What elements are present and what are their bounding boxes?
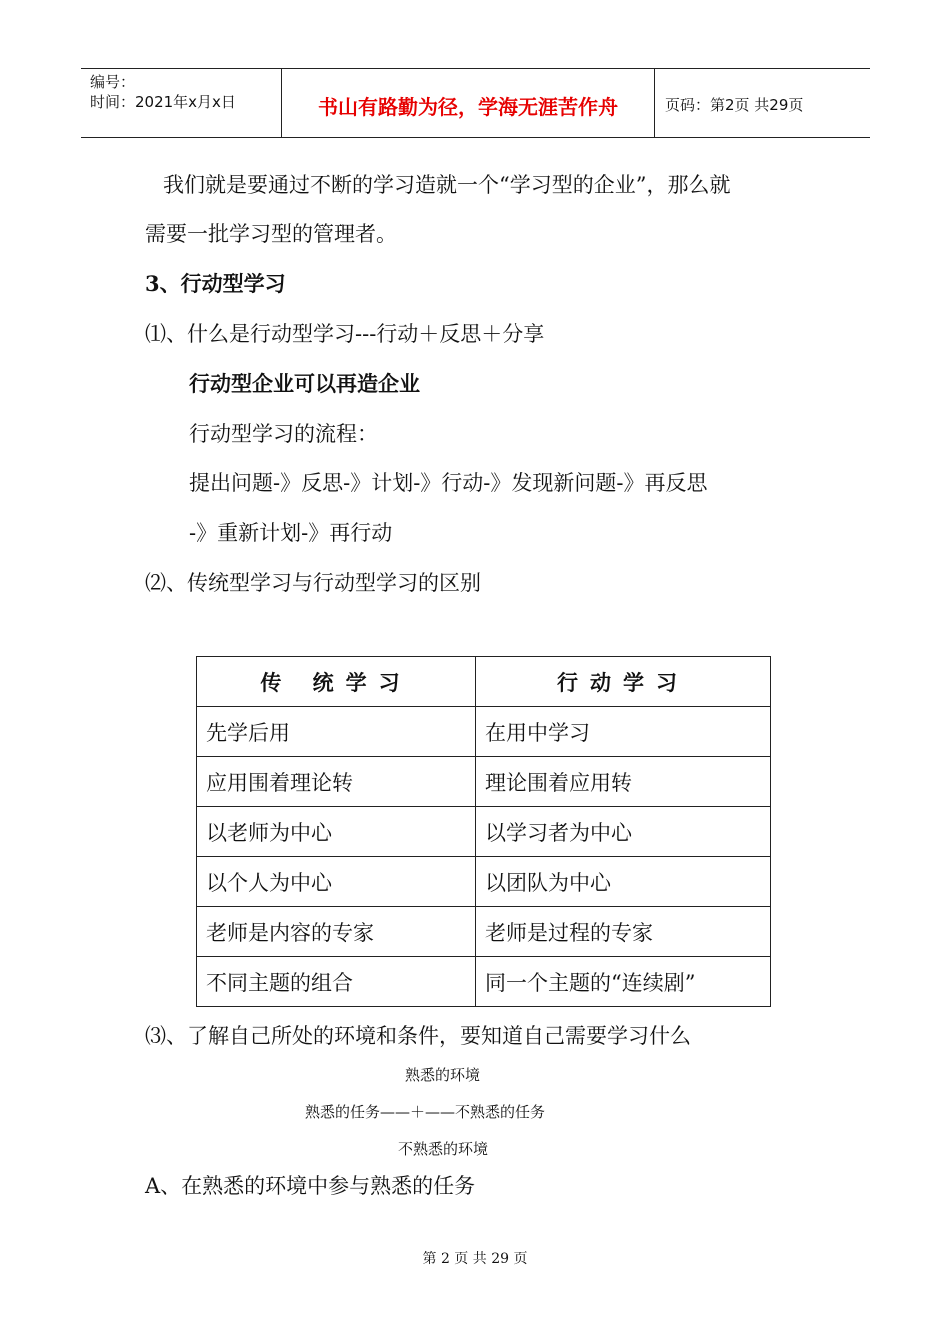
document-date: 时间：2021年x月x日 [90,93,236,111]
table-cell: 老师是过程的专家 [476,907,771,957]
header-page-cell [655,69,870,137]
comparison-table [196,656,771,1007]
page-header [81,68,870,138]
header-slogan-cell [282,69,655,137]
table-row [197,907,771,957]
subsection-heading: A、在熟悉的环境中参与熟悉的任务 [145,1174,476,1198]
flow-title: 行动型学习的流程： [189,422,378,446]
diagram-label-bottom: 不熟悉的环境 [398,1140,489,1158]
question-heading: ⑶、了解自己所处的环境和条件，要知道自己需要学习什么 [145,1024,691,1048]
table-row [197,757,771,807]
table-cell: 以个人为中心 [197,857,476,907]
table-cell: 理论围着应用转 [476,757,771,807]
table-cell: 以团队为中心 [476,857,771,907]
table-row [197,857,771,907]
table-header-row [197,657,771,707]
table-cell: 在用中学习 [476,707,771,757]
page-footer: 第 2 页 共 29 页 [422,1251,528,1267]
bold-statement: 行动型企业可以再造企业 [189,371,420,396]
header-slogan: 书山有路勤为径，学海无涯苦作舟 [318,95,618,119]
table-cell: 以老师为中心 [197,807,476,857]
table-cell: 先学后用 [197,707,476,757]
table-cell: 老师是内容的专家 [197,907,476,957]
table-row [197,807,771,857]
diagram-label-top: 熟悉的环境 [405,1066,481,1084]
table-cell: 应用围着理论转 [197,757,476,807]
diagram-label-middle: 熟悉的任务——＋——不熟悉的任务 [305,1103,546,1121]
paragraph-line: 需要一批学习型的管理者。 [145,222,397,246]
table-cell: 不同主题的组合 [197,957,476,1007]
document-code: 编号： [90,73,136,91]
table-header-action: 行动学习 [476,657,771,707]
table-row [197,957,771,1007]
flow-line: -》重新计划-》再行动 [189,521,393,545]
section-heading: 3、行动型学习 [145,271,286,296]
header-page-number: 页码：第2页 共29页 [665,96,804,114]
table-row [197,707,771,757]
question-heading: ⑴、什么是行动型学习---行动＋反思＋分享 [145,322,545,346]
question-heading: ⑵、传统型学习与行动型学习的区别 [145,571,481,595]
paragraph-line: 我们就是要通过不断的学习造就一个“学习型的企业”，那么就 [163,173,731,197]
table-cell: 同一个主题的“连续剧” [476,957,771,1007]
table-cell: 以学习者为中心 [476,807,771,857]
table-header-traditional: 传 统学习 [197,657,476,707]
flow-line: 提出问题-》反思-》计划-》行动-》发现新问题-》再反思 [189,471,708,495]
header-info-cell [81,69,282,137]
